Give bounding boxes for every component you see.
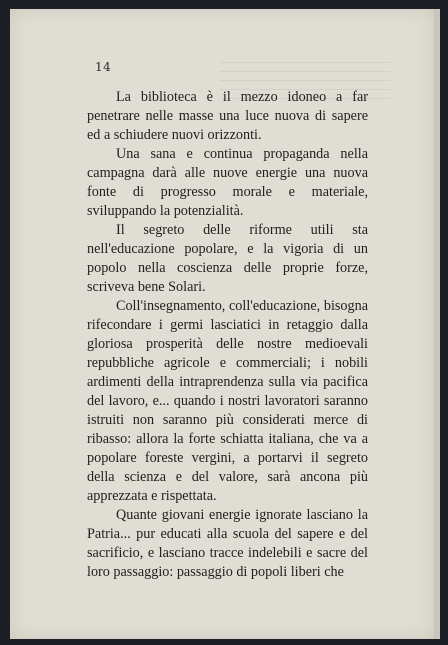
paragraph-2: Una sana e continua propaganda nella campagna darà alle nuove energie una nuova fonte di progresso morale e materiale, sviluppando la potenzialità. (87, 146, 368, 219)
paragraph-1: La biblioteca è il mezzo idoneo a far penetrare nelle masse una luce nuova di sapere ed a schiudere nuovi orizzonti. (87, 89, 368, 143)
paragraph-3: Il segreto delle riforme utili sta nell'educazione popolare, e la vigoria di un popolo nella coscienza delle proprie forze, scriveva bene Solari. (87, 222, 368, 295)
paragraph-5: Quante giovani energie ignorate lasciano la Patria... pur educati alla scuola del sapere e del sacrificio, e lasciano tracce indelebili e sacre del loro passaggio: passaggio di popoli liberi che (87, 507, 368, 580)
paragraph-4: Coll'insegnamento, coll'educazione, bisogna rifecondare i germi lasciatici in retaggio dalla gloriosa prosperità delle nostre medioevali repubbliche agricole e commerciali; i nobili ardimenti della intraprendenza sulla via pacifica del lavoro, e... quando i nostri lavoratori saranno istruiti non saranno più considerati merce di ribasso: allora la forte schiatta italiana, che va a popolare foreste vergini, a portarvi il segreto della scienza e del valore, sarà ancona più apprezzata e rispettata. (87, 298, 368, 504)
body-text (87, 88, 368, 582)
page-edge (434, 9, 440, 639)
page-number: 14 (95, 60, 112, 74)
